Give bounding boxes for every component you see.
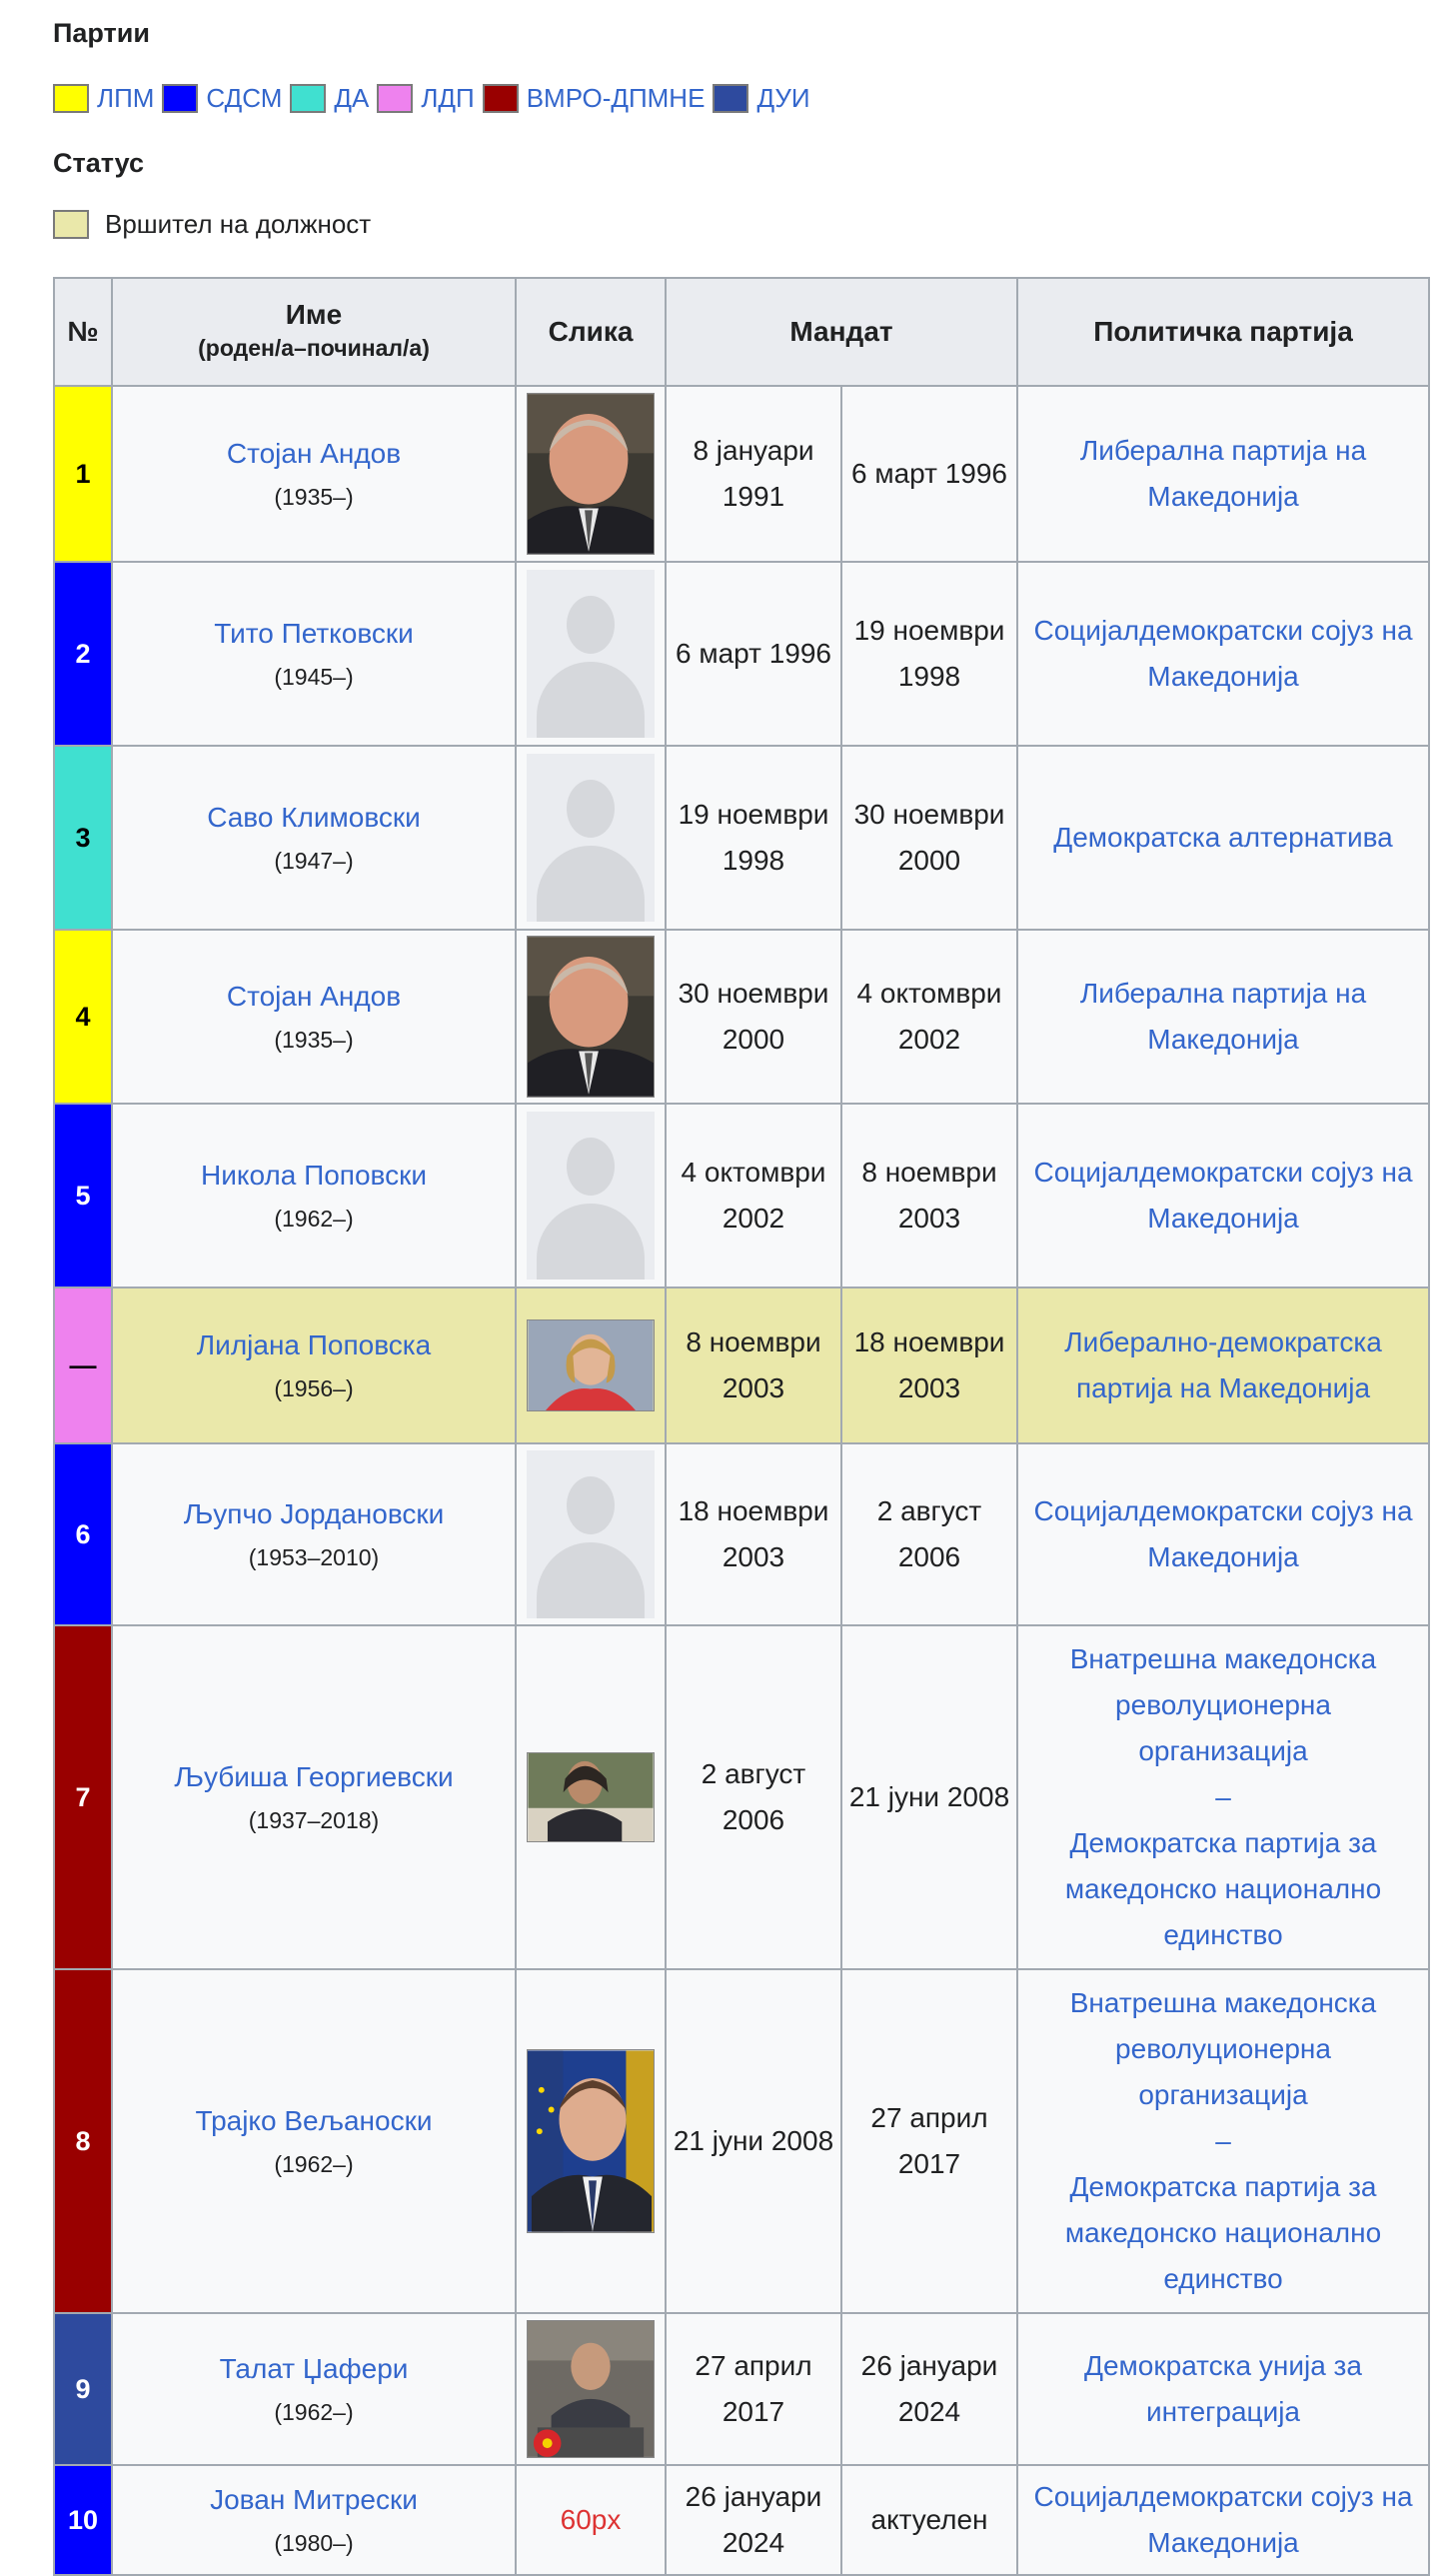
table-row (54, 2313, 1429, 2465)
party-link[interactable]: Либерална партија на Македонија (1079, 978, 1367, 1055)
speaker-photo[interactable] (527, 936, 655, 1098)
term-end: 30 ноември 2000 (841, 746, 1017, 930)
photo-cell (516, 1443, 666, 1625)
party-link[interactable]: Либерална партија на Македонија (1079, 435, 1367, 512)
party-link[interactable]: Демократска алтернатива (1053, 822, 1393, 853)
term-start: 8 ноември 2003 (666, 1288, 841, 1443)
term-end: 27 април 2017 (841, 1969, 1017, 2313)
name-cell (112, 1104, 516, 1288)
party-color-swatch (53, 84, 89, 113)
party-link[interactable]: Внатрешна македонска револуционерна организација (1069, 1643, 1377, 1766)
placeholder-portrait-icon (527, 570, 655, 738)
speaker-photo[interactable] (527, 1752, 655, 1842)
legend-item (290, 83, 369, 114)
party-cell (1017, 930, 1429, 1104)
row-number: 4 (54, 930, 112, 1104)
term-start: 8 јануари 1991 (666, 386, 841, 562)
lifespan: (1947–) (274, 848, 354, 874)
lifespan: (1980–) (274, 2530, 354, 2556)
table-row (54, 386, 1429, 562)
row-number: — (54, 1288, 112, 1443)
party-link[interactable]: Социјалдемократски сојуз на Македонија (1033, 615, 1413, 692)
speaker-name-link[interactable]: Љубиша Георгиевски (174, 1761, 454, 1792)
name-cell (112, 386, 516, 562)
term-end: 2 август 2006 (841, 1443, 1017, 1625)
photo-cell (516, 386, 666, 562)
table-row (54, 746, 1429, 930)
party-separator: – (1215, 2125, 1231, 2156)
table-row (54, 562, 1429, 746)
speaker-name-link[interactable]: Стојан Андов (226, 438, 402, 469)
row-number: 8 (54, 1969, 112, 2313)
lifespan: (1956–) (274, 1375, 354, 1401)
party-link[interactable]: Социјалдемократски сојуз на Македонија (1033, 2481, 1413, 2558)
placeholder-portrait-icon (527, 1112, 655, 1280)
status-legend (53, 206, 371, 242)
legend-item (162, 83, 282, 114)
party-cell (1017, 1288, 1429, 1443)
photo-cell (516, 1625, 666, 1969)
term-end: 4 октомври 2002 (841, 930, 1017, 1104)
term-start: 18 ноември 2003 (666, 1443, 841, 1625)
speaker-photo[interactable] (527, 2049, 655, 2233)
table-row (54, 1443, 1429, 1625)
party-link[interactable]: Социјалдемократски сојуз на Македонија (1033, 1157, 1413, 1234)
name-cell (112, 746, 516, 930)
status-heading: Статус (53, 148, 144, 178)
speaker-name-link[interactable]: Саво Климовски (207, 802, 421, 833)
speakers-table (53, 277, 1430, 2576)
speaker-name-link[interactable]: Јован Митрески (210, 2484, 418, 2515)
party-color-swatch (162, 84, 198, 113)
photo-cell (516, 1288, 666, 1443)
photo-cell (516, 930, 666, 1104)
placeholder-portrait-icon (527, 754, 655, 922)
photo-cell (516, 2313, 666, 2465)
legend-item (53, 83, 154, 114)
table-row (54, 1625, 1429, 1969)
speaker-photo[interactable] (527, 2320, 655, 2458)
broken-image-link[interactable]: 60px (560, 2504, 622, 2535)
term-start: 21 јуни 2008 (666, 1969, 841, 2313)
term-end: 26 јануари 2024 (841, 2313, 1017, 2465)
acting-label: Вршител на должност (105, 208, 372, 239)
legend-item (713, 83, 809, 114)
lifespan: (1935–) (274, 484, 354, 510)
lifespan: (1937–2018) (248, 1807, 380, 1833)
lifespan: (1935–) (274, 1027, 354, 1053)
term-start: 2 август 2006 (666, 1625, 841, 1969)
name-cell (112, 1625, 516, 1969)
party-legend-link[interactable]: ВМРО-ДПМНЕ (526, 82, 706, 113)
party-cell (1017, 1104, 1429, 1288)
header-name-label: Име (285, 299, 343, 330)
row-number: 3 (54, 746, 112, 930)
term-end: 6 март 1996 (841, 386, 1017, 562)
party-color-swatch (483, 84, 519, 113)
lifespan: (1962–) (274, 2399, 354, 2425)
term-end: 21 јуни 2008 (841, 1625, 1017, 1969)
table-row (54, 1104, 1429, 1288)
photo-cell (516, 1969, 666, 2313)
term-end: актуелен (841, 2465, 1017, 2575)
speaker-photo[interactable] (527, 1319, 655, 1411)
party-cell (1017, 2313, 1429, 2465)
row-number: 2 (54, 562, 112, 746)
header-name-sub: (роден/а–починал/а) (198, 335, 430, 361)
lifespan: (1945–) (274, 664, 354, 690)
party-cell (1017, 746, 1429, 930)
speaker-photo[interactable] (527, 393, 655, 555)
term-end: 19 ноември 1998 (841, 562, 1017, 746)
parties-heading: Партии (53, 18, 150, 48)
term-start: 27 април 2017 (666, 2313, 841, 2465)
table-row (54, 1969, 1429, 2313)
name-cell (112, 2313, 516, 2465)
header-party[interactable]: Политичка партија (1017, 278, 1429, 386)
term-end: 8 ноември 2003 (841, 1104, 1017, 1288)
photo-cell (516, 746, 666, 930)
name-cell (112, 930, 516, 1104)
row-number: 9 (54, 2313, 112, 2465)
party-legend-link[interactable]: СДСМ (206, 82, 283, 113)
row-number: 1 (54, 386, 112, 562)
speaker-name-link[interactable]: Трајко Вељаноски (195, 2105, 433, 2136)
name-cell (112, 1288, 516, 1443)
party-separator: – (1215, 1781, 1231, 1812)
term-end: 18 ноември 2003 (841, 1288, 1017, 1443)
legend-item (483, 83, 706, 114)
term-start: 6 март 1996 (666, 562, 841, 746)
speaker-name-link[interactable]: Љупчо Јордановски (183, 1498, 445, 1529)
party-link[interactable]: Демократска партија за македонско национално единство (1064, 2171, 1382, 2294)
speaker-name-link[interactable]: Никола Поповски (201, 1160, 427, 1191)
party-legend-link[interactable]: ДА (334, 82, 370, 113)
party-cell (1017, 1443, 1429, 1625)
speaker-name-link[interactable]: Талат Џафери (219, 2353, 409, 2384)
party-link[interactable]: Либерално-демократска партија на Македонија (1064, 1326, 1382, 1403)
name-cell (112, 1443, 516, 1625)
party-legend (53, 80, 818, 116)
speaker-name-link[interactable]: Стојан Андов (226, 981, 402, 1012)
speaker-name-link[interactable]: Лилјана Поповска (196, 1329, 432, 1360)
party-cell (1017, 562, 1429, 746)
term-start: 26 јануари 2024 (666, 2465, 841, 2575)
party-color-swatch (377, 84, 413, 113)
party-link[interactable]: Внатрешна македонска револуционерна организација (1069, 1987, 1377, 2110)
row-number: 10 (54, 2465, 112, 2575)
party-cell (1017, 1625, 1429, 1969)
term-start: 4 октомври 2002 (666, 1104, 841, 1288)
row-number: 6 (54, 1443, 112, 1625)
photo-cell (516, 1104, 666, 1288)
lifespan: (1962–) (274, 2151, 354, 2177)
photo-cell (516, 562, 666, 746)
acting-swatch (53, 210, 89, 239)
party-link[interactable]: Демократска унија за интеграција (1084, 2350, 1362, 2427)
speaker-name-link[interactable]: Тито Петковски (214, 618, 414, 649)
party-legend-link[interactable]: ДУИ (756, 82, 810, 113)
party-link[interactable]: Демократска партија за македонско национално единство (1064, 1827, 1382, 1950)
lifespan: (1962–) (274, 1206, 354, 1232)
party-link[interactable]: Социјалдемократски сојуз на Македонија (1033, 1495, 1413, 1572)
table-row (54, 1288, 1429, 1443)
name-cell (112, 562, 516, 746)
header-number[interactable]: № (54, 278, 112, 386)
party-legend-link[interactable]: ЛДП (421, 82, 475, 113)
header-photo: Слика (516, 278, 666, 386)
placeholder-portrait-icon (527, 1450, 655, 1618)
party-cell (1017, 386, 1429, 562)
party-color-swatch (713, 84, 748, 113)
party-color-swatch (290, 84, 326, 113)
legend-item (377, 83, 474, 114)
party-cell (1017, 1969, 1429, 2313)
table-row (54, 930, 1429, 1104)
term-start: 19 ноември 1998 (666, 746, 841, 930)
party-legend-link[interactable]: ЛПМ (97, 82, 155, 113)
row-number: 7 (54, 1625, 112, 1969)
header-name[interactable] (112, 278, 516, 386)
lifespan: (1953–2010) (248, 1544, 380, 1570)
term-start: 30 ноември 2000 (666, 930, 841, 1104)
name-cell (112, 1969, 516, 2313)
row-number: 5 (54, 1104, 112, 1288)
header-term[interactable]: Мандат (666, 278, 1017, 386)
